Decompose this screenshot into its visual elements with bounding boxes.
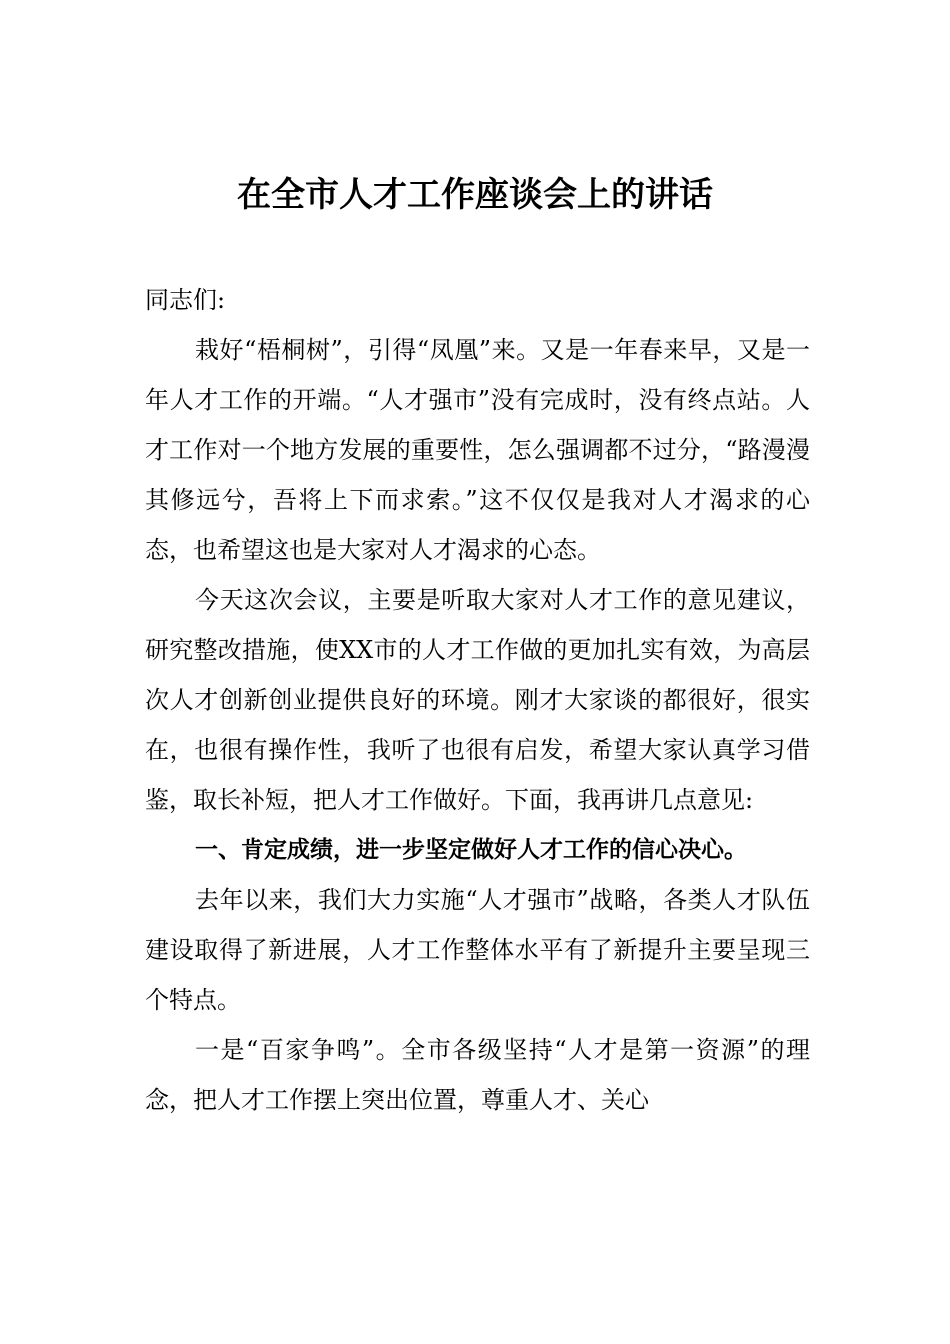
salutation: 同志们: — [145, 286, 226, 314]
paragraph-point-one: 一是“百家争鸣”。全市各级坚持“人才是第一资源”的理念，把人才工作摆上突出位置，尊重人才、关心 — [145, 1036, 810, 1114]
document-body — [145, 275, 810, 1125]
paragraph-achievements: 去年以来，我们大力实施“人才强市”战略，各类人才队伍建设取得了新进展，人才工作整体水平有了新提升主要呈现三个特点。 — [145, 886, 810, 1014]
paragraph-meeting-purpose: 今天这次会议，主要是听取大家对人才工作的意见建议，研究整改措施，使XX市的人才工作做的更加扎实有效，为高层次人才创新创业提供良好的环境。刚才大家谈的都很好，很实在，也很有操作性，我听了也很有启发，希望大家认真学习借鉴，取长补短，把人才工作做好。下面，我再讲几点意见: — [145, 586, 810, 814]
section-heading: 一、肯定成绩，进一步坚定做好人才工作的信心决心。 — [195, 837, 747, 863]
paragraph-intro: 栽好“梧桐树”，引得“凤凰”来。又是一年春来早，又是一年人才工作的开端。“人才强市”没有完成时，没有终点站。人才工作对一个地方发展的重要性，怎么强调都不过分，“路漫漫其修远兮，吾将上下而求索。”这不仅仅是我对人才渴求的心态，也希望这也是大家对人才渴求的心态。 — [145, 336, 810, 564]
document-title: 在全市人才工作座谈会上的讲话 — [237, 175, 713, 215]
